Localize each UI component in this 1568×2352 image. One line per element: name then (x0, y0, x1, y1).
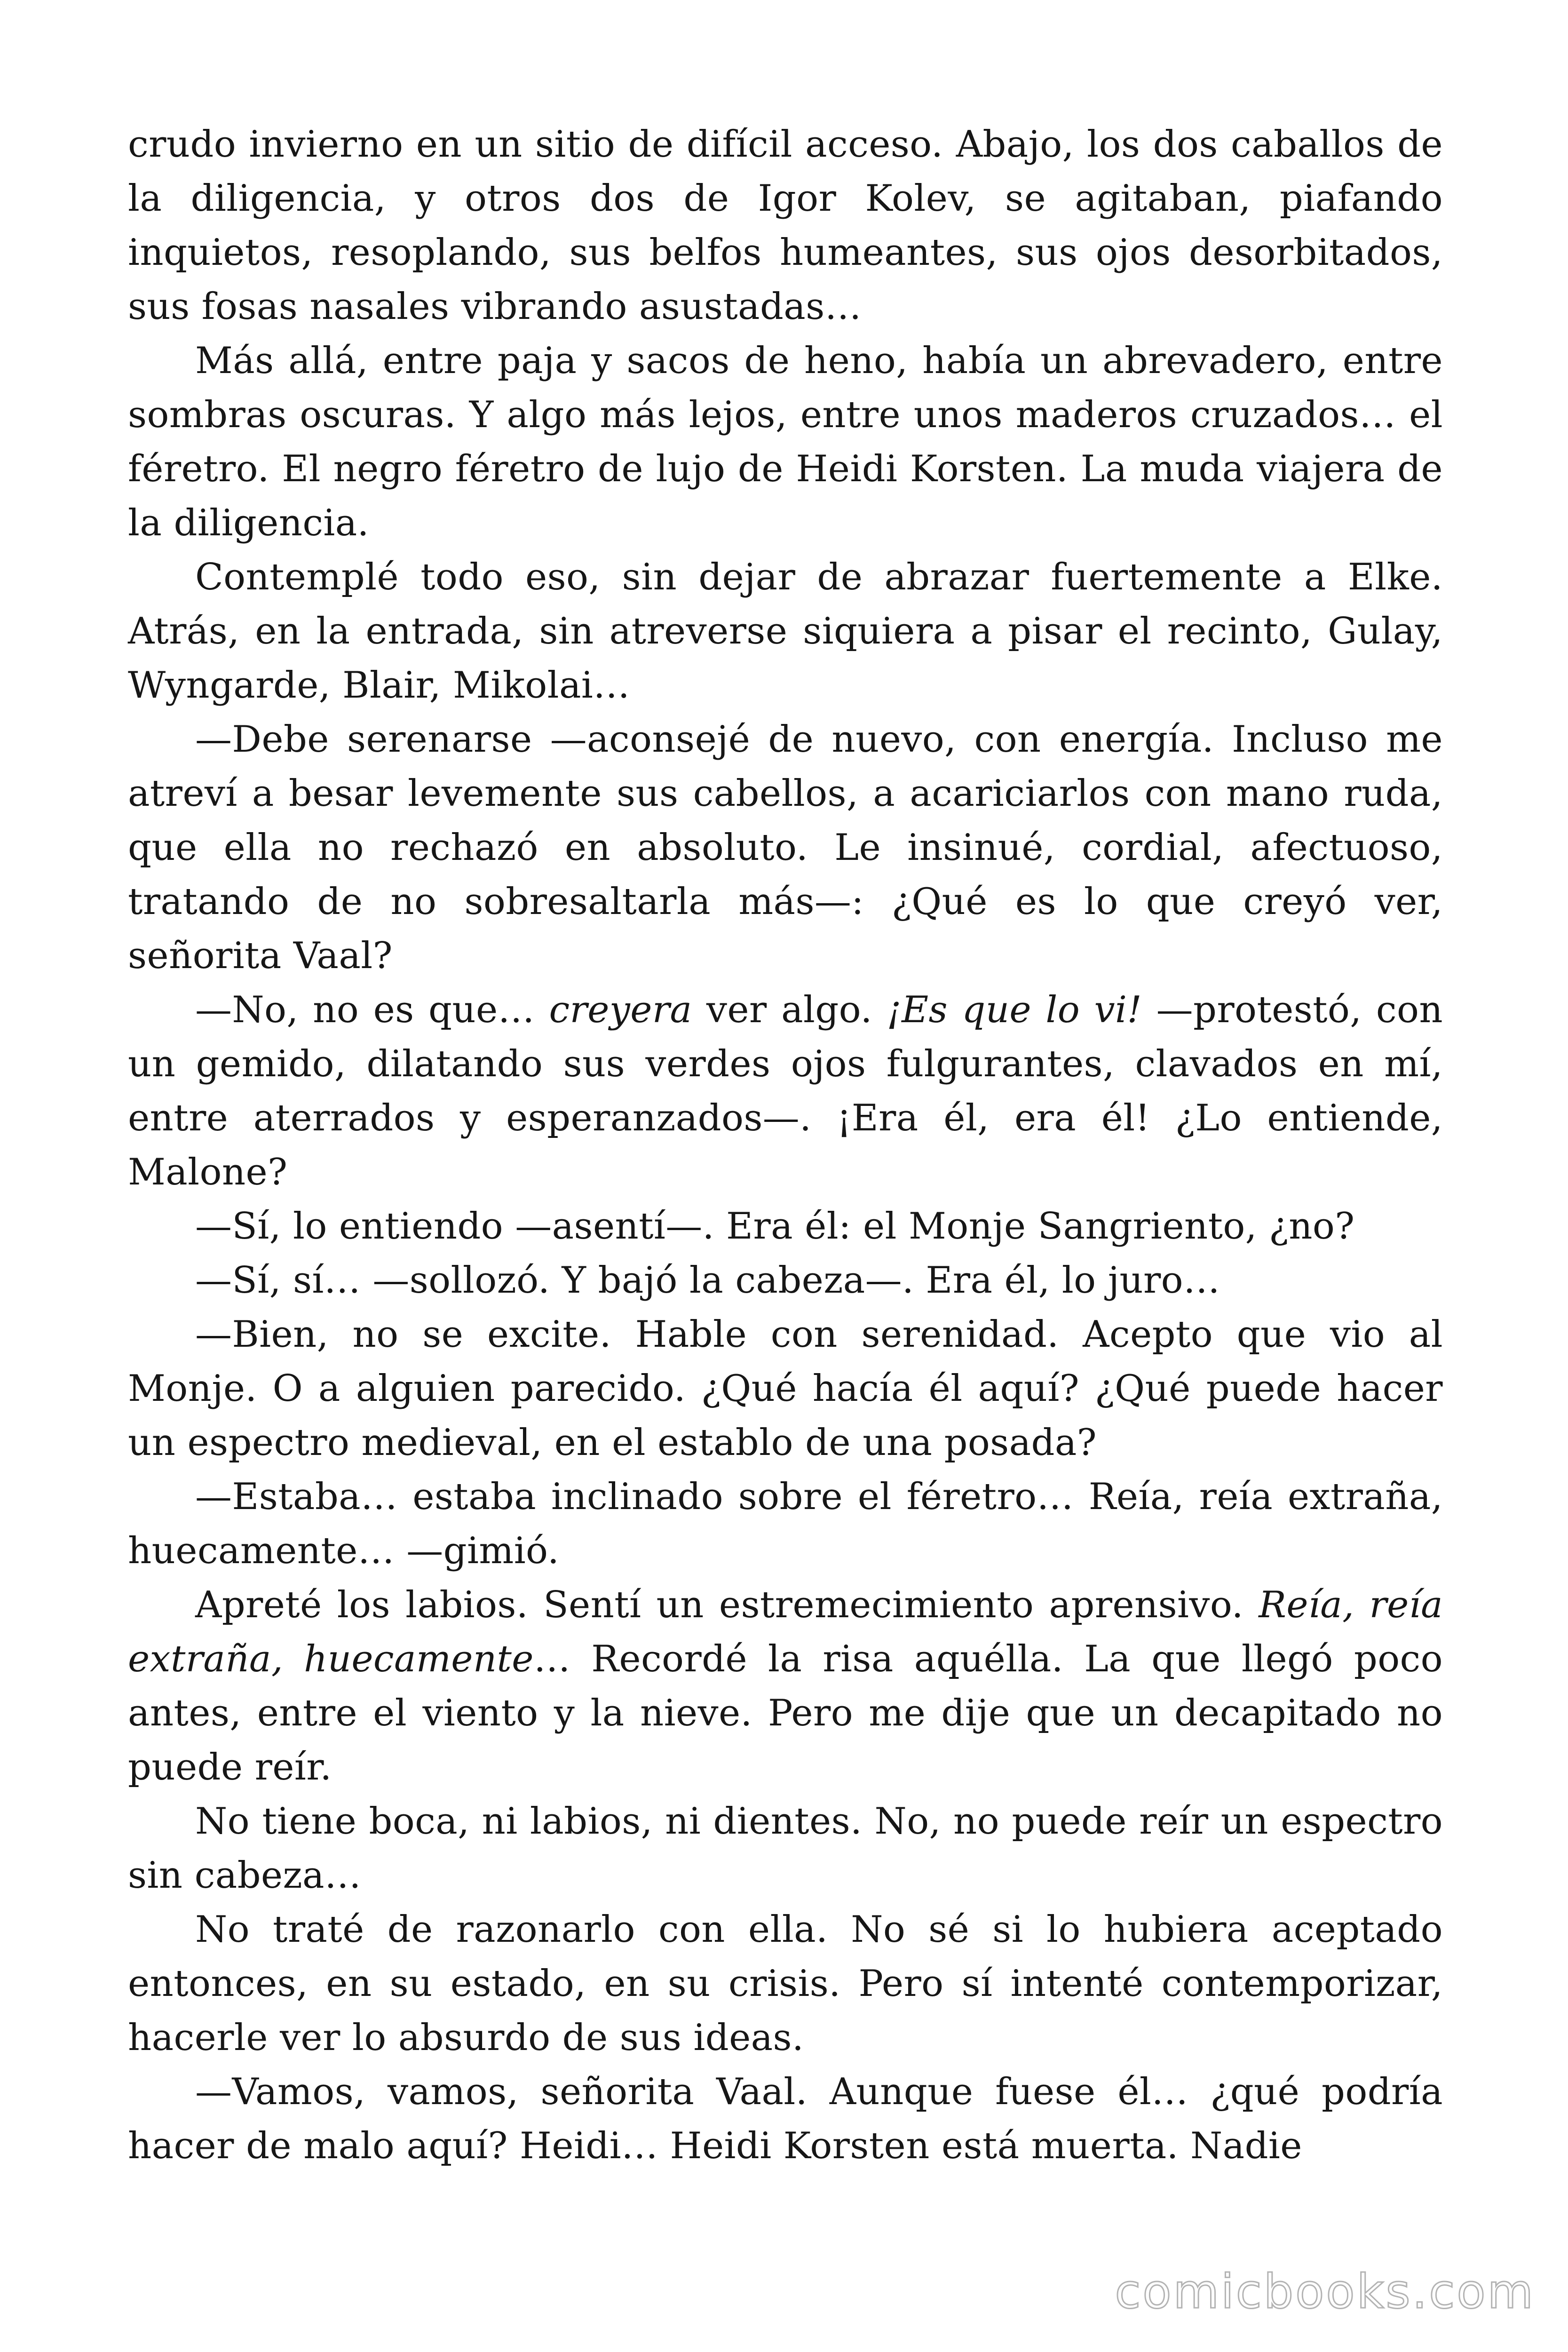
paragraph (128, 713, 1443, 983)
paragraph (128, 334, 1443, 550)
text-run: … Recordé la risa aquélla. La que llegó poco antes, entre el viento y la nieve. Pero me dije que un decapitado no puede reír. (128, 1638, 1443, 1788)
paragraph (128, 1903, 1443, 2065)
book-page-body (128, 118, 1443, 2173)
paragraph (128, 983, 1443, 1200)
paragraph (128, 1795, 1443, 1903)
text-run: —Bien, no se excite. Hable con serenidad. Acepto que vio al Monje. O a alguien parecido. ¿Qué hacía él aquí? ¿Qué puede hacer un espectro medieval, en el establo de una posada? (128, 1313, 1443, 1464)
paragraph (128, 118, 1443, 334)
text-run: —protestó, con un gemido, dilatando sus verdes ojos fulgurantes, clavados en mí, entre aterrados y esperanzados—. ¡Era él, era él! ¿Lo entiende, Malone? (128, 989, 1443, 1193)
paragraph (128, 1254, 1443, 1308)
paragraph (128, 550, 1443, 713)
italic-text: ¡Es que lo vi! (887, 989, 1142, 1031)
paragraph (128, 1578, 1443, 1795)
text-run: —No, no es que… (195, 989, 549, 1031)
paragraph (128, 1470, 1443, 1578)
text-run: Contemplé todo eso, sin dejar de abrazar fuertemente a Elke. Atrás, en la entrada, sin atreverse siquiera a pisar el recinto, Gulay, Wyngarde, Blair, Mikolai… (128, 556, 1443, 707)
text-run: Más allá, entre paja y sacos de heno, había un abrevadero, entre sombras oscuras. Y algo más lejos, entre unos maderos cruzados… el féretro. El negro féretro de lujo de Heidi Korsten. La muda viajera de la diligencia. (128, 340, 1443, 544)
italic-text: creyera (549, 989, 692, 1031)
text-run: —Debe serenarse —aconsejé de nuevo, con energía. Incluso me atreví a besar levemente sus cabellos, a acariciarlos con mano ruda, que ella no rechazó en absoluto. Le insinué, cordial, afectuoso, tratando de no sobresaltarla más—: ¿Qué es lo que creyó ver, señorita Vaal? (128, 718, 1443, 977)
text-run: crudo invierno en un sitio de difícil acceso. Abajo, los dos caballos de la diligencia, y otros dos de Igor Kolev, se agitaban, piafando inquietos, resoplando, sus belfos humeantes, sus ojos desorbitados, sus fosas nasales vibrando asustadas… (128, 123, 1443, 328)
paragraph (128, 2065, 1443, 2173)
site-watermark: comicbooks.com (1115, 2264, 1535, 2319)
text-run: —Estaba… estaba inclinado sobre el féretro… Reía, reía extraña, huecamente… —gimió. (128, 1476, 1443, 1572)
paragraph (128, 1308, 1443, 1470)
paragraph (128, 1200, 1443, 1254)
italic-text: Reía, reía extraña, huecamente (128, 1584, 1443, 1680)
text-run: No tiene boca, ni labios, ni dientes. No, no puede reír un espectro sin cabeza… (128, 1800, 1443, 1897)
text-run: Apreté los labios. Sentí un estremecimiento aprensivo. (195, 1584, 1259, 1626)
text-run: —Sí, lo entiendo —asentí—. Era él: el Monje Sangriento, ¿no? (195, 1205, 1355, 1248)
text-run: ver algo. (692, 989, 887, 1031)
text-run: —Sí, sí… —sollozó. Y bajó la cabeza—. Era él, lo juro… (195, 1259, 1220, 1302)
text-run: —Vamos, vamos, señorita Vaal. Aunque fuese él… ¿qué podría hacer de malo aquí? Heidi… Heidi Korsten está muerta. Nadie (128, 2071, 1443, 2167)
text-run: No traté de razonarlo con ella. No sé si lo hubiera aceptado entonces, en su estado, en su crisis. Pero sí intenté contemporizar, hacerle ver lo absurdo de sus ideas. (128, 1908, 1443, 2059)
